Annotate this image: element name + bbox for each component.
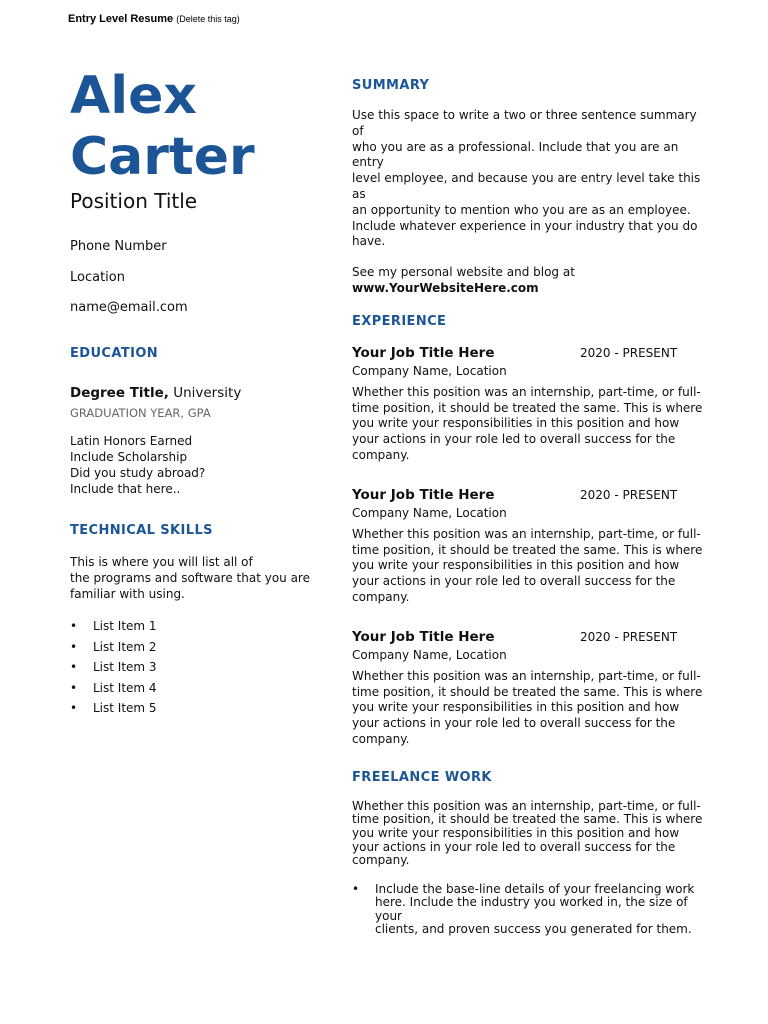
bullet-icon: • <box>352 881 360 896</box>
job-description-line: you write your responsibilities in this position and how <box>352 700 680 715</box>
freelance-bullet-line: here. Include the industry you worked in, the size of your <box>375 895 688 923</box>
job-entry <box>352 628 704 748</box>
skills-list <box>70 616 330 719</box>
list-item-label: List Item 4 <box>93 680 157 695</box>
list-item-label: List Item 5 <box>93 701 157 716</box>
website-block <box>352 265 704 297</box>
job-description-line: you write your responsibilities in this position and how <box>352 558 680 573</box>
job-description <box>352 385 704 464</box>
first-name: Alex <box>70 66 197 126</box>
job-date: 2020 - PRESENT <box>580 345 678 360</box>
bullet-icon: • <box>70 619 78 634</box>
freelance-list <box>352 883 704 937</box>
job-description-line: Whether this position was an internship, part-time, or full- <box>352 384 701 399</box>
summary-line: Include whatever experience in your industry that you do <box>352 218 698 233</box>
skills-intro <box>70 555 330 602</box>
job-header <box>352 628 704 646</box>
education-details <box>70 433 330 497</box>
education-heading: EDUCATION <box>70 346 159 361</box>
list-item-label: List Item 1 <box>93 619 157 634</box>
job-date: 2020 - PRESENT <box>580 629 678 644</box>
job-description-line: company. <box>352 589 410 604</box>
list-item <box>352 883 704 937</box>
experience-heading: EXPERIENCE <box>352 313 447 329</box>
freelance-line: you write your responsibilities in this position and how <box>352 825 680 840</box>
list-item <box>70 616 330 637</box>
education-detail: Include Scholarship <box>70 450 188 464</box>
contact-email: name@email.com <box>70 300 188 315</box>
resume-tag <box>68 13 240 25</box>
freelance-bullet-line: clients, and proven success you generated for them. <box>375 922 692 937</box>
summary-line: Use this space to write a two or three sentence summary of <box>352 108 697 138</box>
skills-intro-line: This is where you will list all of <box>70 555 253 569</box>
freelance-line: Whether this position was an internship, part-time, or full- <box>352 798 701 813</box>
bullet-icon: • <box>70 660 78 675</box>
degree-line <box>70 384 330 402</box>
education-detail: Did you study abroad? <box>70 466 206 480</box>
job-description-line: your actions in your role led to overall success for the <box>352 574 676 589</box>
summary-line: who you are as a professional. Include that you are an entry <box>352 139 679 170</box>
skills-intro-line: the programs and software that you are <box>70 570 310 585</box>
freelance-text <box>352 800 704 868</box>
job-description-line: time position, it should be treated the same. This is where <box>352 542 703 557</box>
list-item-label: List Item 2 <box>93 639 157 654</box>
university: University <box>173 385 242 401</box>
list-item <box>70 698 330 719</box>
website-intro: See my personal website and blog at <box>352 265 575 280</box>
job-entry <box>352 344 704 464</box>
job-description-line: company. <box>352 447 410 462</box>
graduation-info: GRADUATION YEAR, GPA <box>70 406 211 420</box>
company-location: Company Name, Location <box>352 647 507 662</box>
summary-text <box>352 108 704 250</box>
left-column <box>70 66 330 719</box>
job-description-line: time position, it should be treated the same. This is where <box>352 400 703 415</box>
job-title: Your Job Title Here <box>352 486 495 503</box>
job-entry <box>352 486 704 606</box>
contact-location: Location <box>70 269 125 285</box>
job-header <box>352 486 704 504</box>
freelance-line: your actions in your role led to overall success for the company. <box>352 839 676 868</box>
job-title: Your Job Title Here <box>352 628 495 645</box>
degree-title: Degree Title, <box>70 385 169 401</box>
freelance-bullet-line: Include the base-line details of your freelancing work <box>375 881 695 896</box>
job-description-line: time position, it should be treated the same. This is where <box>352 684 703 699</box>
summary-line: level employee, and because you are entry level take this as <box>352 171 701 201</box>
job-description-line: Whether this position was an internship, part-time, or full- <box>352 526 701 541</box>
contact-phone: Phone Number <box>70 239 167 254</box>
list-item <box>70 657 330 678</box>
job-description <box>352 669 704 748</box>
position-title: Position Title <box>70 189 198 213</box>
summary-line: an opportunity to mention who you are as an employee. <box>352 202 691 217</box>
resume-tag-note: (Delete this tag) <box>176 14 240 24</box>
last-name: Carter <box>70 127 255 187</box>
list-item-label: List Item 3 <box>93 660 157 675</box>
education-detail: Latin Honors Earned <box>70 434 193 448</box>
website-link[interactable]: www.YourWebsiteHere.com <box>352 280 539 295</box>
resume-tag-title: Entry Level Resume <box>68 13 174 25</box>
job-description-line: Whether this position was an internship, part-time, or full- <box>352 668 701 683</box>
list-item <box>70 637 330 658</box>
list-item <box>70 678 330 699</box>
job-header <box>352 344 704 362</box>
company-location: Company Name, Location <box>352 505 507 520</box>
technical-skills-heading: TECHNICAL SKILLS <box>70 523 213 538</box>
job-description <box>352 527 704 606</box>
education-detail: Include that here.. <box>70 482 181 496</box>
right-column <box>352 78 704 937</box>
job-date: 2020 - PRESENT <box>580 487 678 502</box>
job-title: Your Job Title Here <box>352 344 495 361</box>
job-description-line: your actions in your role led to overall success for the <box>352 716 676 731</box>
summary-line: have. <box>352 234 386 249</box>
job-description-line: your actions in your role led to overall success for the <box>352 432 676 447</box>
bullet-icon: • <box>70 639 78 654</box>
bullet-icon: • <box>70 701 78 716</box>
company-location: Company Name, Location <box>352 363 507 378</box>
freelance-line: time position, it should be treated the same. This is where <box>352 812 703 827</box>
job-description-line: you write your responsibilities in this position and how <box>352 416 680 431</box>
freelance-heading: FREELANCE WORK <box>352 769 492 785</box>
bullet-icon: • <box>70 680 78 695</box>
skills-intro-line: familiar with using. <box>70 586 185 601</box>
summary-heading: SUMMARY <box>352 78 430 93</box>
job-description-line: company. <box>352 731 410 746</box>
